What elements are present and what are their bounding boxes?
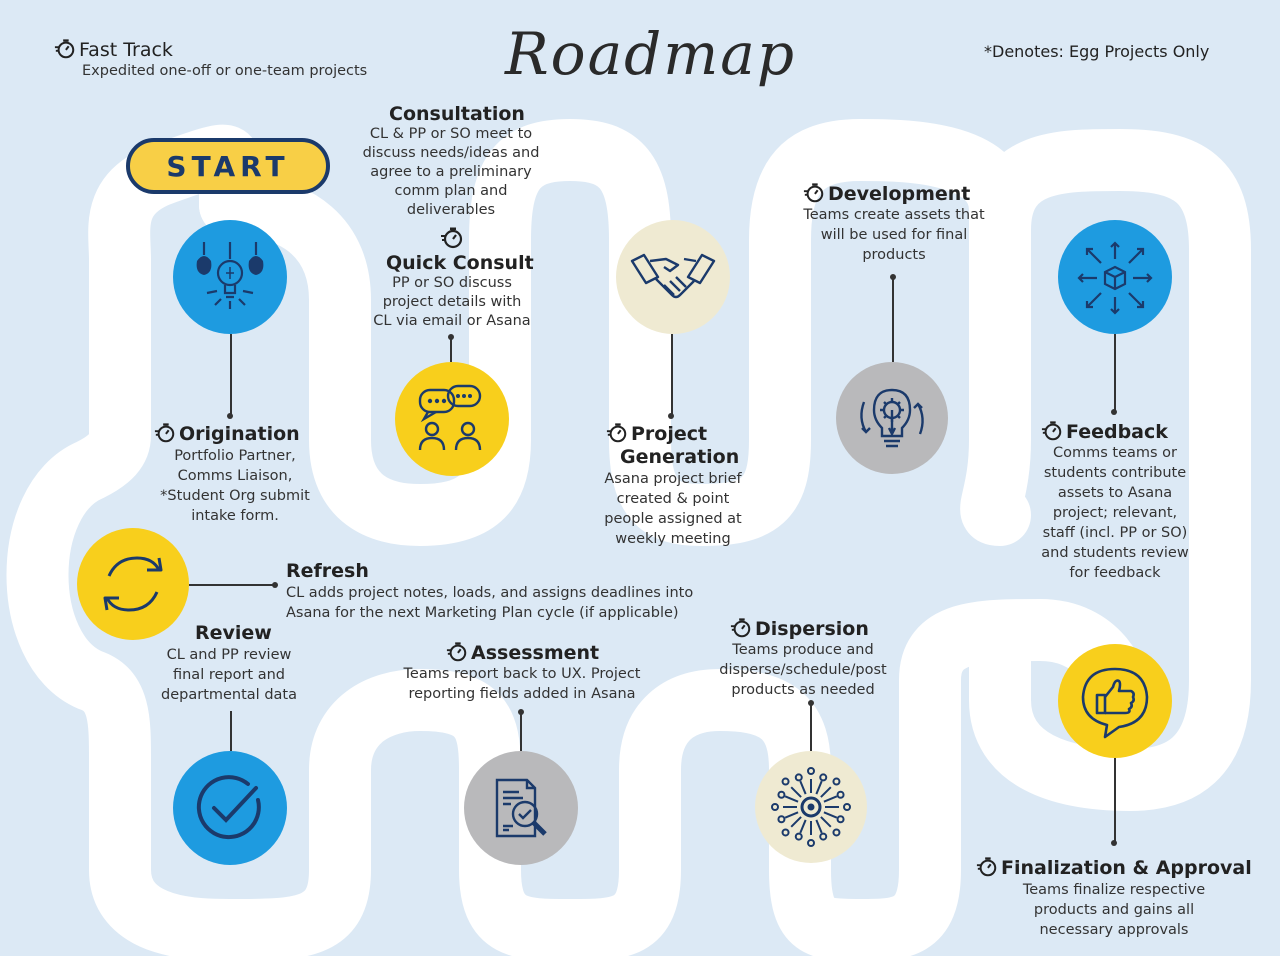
fast-track-title: Fast Track [79,39,173,61]
finalization-title: Finalization & Approval [976,856,1252,879]
project-generation-description: Asana project brief created & point people assigned at weekly meeting [604,471,742,547]
finalization-description: Teams finalize respective products and gains all necessary approvals [1022,882,1206,938]
feedback-connector [1114,334,1116,412]
thumbs-up-icon [1075,661,1155,741]
project-generation-title-line2: Generation [620,446,740,468]
burst-ray [800,820,805,833]
dispersion-circle [755,751,867,863]
quick-consult-circle [395,362,509,476]
stopwatch-icon [440,226,464,250]
refresh-connector [189,584,273,586]
development-title: Development [803,182,970,205]
origination-connector [230,334,232,416]
document-search-icon [483,770,559,846]
refresh-circle [77,528,189,640]
burst-dot [820,834,826,840]
refresh-description: CL adds project notes, loads, and assigns deadlines into Asana for the next Marketing Plan cycle (if applicable) [286,585,694,621]
stopwatch-icon [446,641,468,663]
assessment-circle [464,751,578,865]
project-generation-connector-dot [668,413,674,419]
development-connector [892,276,894,362]
refresh-connector-dot [272,582,278,588]
project-generation-title: Project [606,422,707,445]
burst-ray [824,796,837,801]
review-circle [173,751,287,865]
burst-ray [785,812,798,817]
fast-track-description: Expedited one-off or one-team projects [82,63,368,79]
dispersion-description: Teams produce and disperse/schedule/post products as needed [719,642,887,698]
refresh-icon [95,546,171,622]
stopwatch-icon [803,182,825,204]
review-title: Review [195,622,272,644]
burst-ray [785,796,798,801]
origination-description: Portfolio Partner, Comms Liaison, *Student Org submit intake form. [160,448,310,524]
burst-ray [821,817,831,827]
origination-circle [173,220,287,334]
page-title: Roadmap [505,20,797,88]
burst-dot [808,768,814,774]
burst-dot [838,792,844,798]
finalization-connector [1114,758,1116,842]
handshake-icon [628,247,718,307]
start-badge: START [126,138,330,194]
origination-title: Origination [154,422,300,445]
burst-ray [816,781,821,794]
stopwatch-icon [976,856,998,878]
cube-arrows-icon [1073,235,1157,319]
burst-dot [844,804,850,810]
refresh-title: Refresh [286,560,369,582]
chat-people-icon [412,384,492,454]
assessment-description: Teams report back to UX. Project reporting fields added in Asana [403,666,641,702]
burst-dot [778,816,784,822]
quick-consult-description: PP or SO discuss project details with CL via email or Asana [373,275,531,329]
burst-ray [791,787,801,797]
review-connector [230,711,232,751]
project-generation-circle [616,220,730,334]
dispersion-connector [810,702,812,751]
burst-dot [838,816,844,822]
burst-dot [778,792,784,798]
burst-dot [796,834,802,840]
origination-connector-dot [227,413,233,419]
development-circle [836,362,948,474]
burst-ray [791,817,801,827]
project-generation-connector [671,334,673,416]
burst-dot [772,804,778,810]
consultation-description: CL & PP or SO meet to discuss needs/ideas and agree to a preliminary comm plan and deliverables [362,126,540,218]
burst-dot [833,829,839,835]
burst-icon [766,762,856,852]
burst-dot [820,774,826,780]
consultation-title: Consultation [389,103,525,125]
stopwatch-icon [54,38,76,60]
assessment-connector [520,711,522,751]
feedback-description: Comms teams or students contribute assets to Asana project; relevant, staff (incl. PP or SO) and students review for feedback [1041,445,1189,581]
stopwatch-icon [154,422,176,444]
development-description: Teams create assets that will be used for final products [803,207,985,263]
lightbulb-icon [185,237,275,317]
burst-ray [824,812,837,817]
dispersion-title: Dispersion [730,617,869,640]
burst-ray [800,781,805,794]
fast-track-legend [54,38,173,61]
stopwatch-icon [606,422,628,444]
burst-dot [783,829,789,835]
burst-ray [816,820,821,833]
burst-dot [783,779,789,785]
burst-dot [833,779,839,785]
burst-dot [796,774,802,780]
checkmark-icon [192,770,268,846]
burst-ray [821,787,831,797]
burst-dot [808,840,814,846]
stopwatch-icon [1041,420,1063,442]
feedback-title: Feedback [1041,420,1168,443]
finalization-connector-dot [1111,840,1117,846]
denotes-note: *Denotes: Egg Projects Only [984,42,1210,61]
quick-consult-title: Quick Consult [386,252,534,274]
feedback-circle [1058,220,1172,334]
quick-consult-connector [450,336,452,362]
feedback-connector-dot [1111,409,1117,415]
finalization-circle [1058,644,1172,758]
stopwatch-icon [730,617,752,639]
review-description: CL and PP review final report and departmental data [161,647,297,703]
assessment-title: Assessment [446,641,599,664]
idea-gear-icon [852,378,932,458]
